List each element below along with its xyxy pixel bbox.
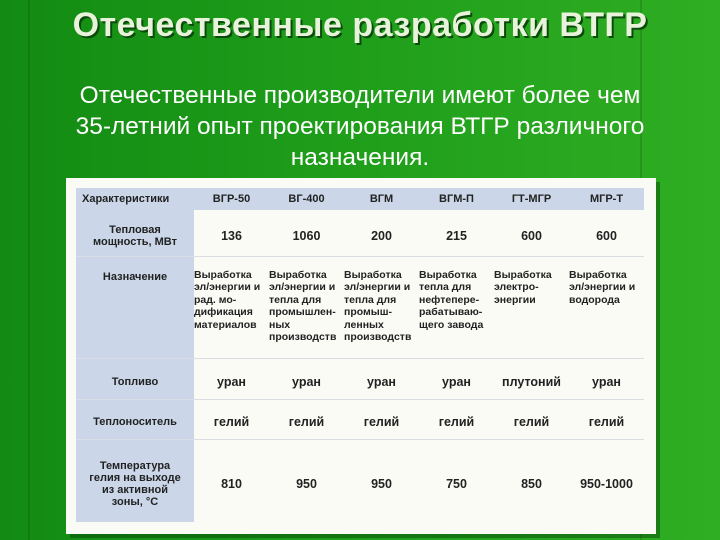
subtitle-line-3: назначения. xyxy=(290,144,430,171)
table-cell: 850 xyxy=(521,477,542,491)
column-header: ВГМ-П xyxy=(419,188,494,210)
table-row-purpose xyxy=(76,263,644,359)
table-cell: уран xyxy=(344,365,419,399)
table-cell: Выработка эл/энергии и рад. мо- дификация материалов xyxy=(194,263,269,359)
row-header-coolant: Теплоноситель xyxy=(76,406,194,440)
table-cell: уран xyxy=(419,365,494,399)
table-cell: 200 xyxy=(344,216,419,256)
table-cell: гелий xyxy=(344,406,419,440)
table-corner-header: Характеристики xyxy=(76,188,194,210)
table-cell: 750 xyxy=(446,477,467,491)
table-cell: Выработка электро- энергии xyxy=(494,263,569,359)
table-row-coolant xyxy=(76,406,644,440)
slide-subtitle xyxy=(6,80,714,173)
table-cell: Выработка эл/энергии и тепла для промышлен- ных производств xyxy=(269,263,344,359)
table-cell: плутоний xyxy=(494,365,569,399)
reactor-comparison-panel xyxy=(66,178,656,534)
column-header: ВГМ xyxy=(344,188,419,210)
row-header-thermal-power: Тепловая мощность, МВт xyxy=(76,216,194,256)
table-row-outlet-temperature xyxy=(76,446,644,522)
subtitle-line-1: Отечественные производители имеют более чем xyxy=(79,82,641,109)
table-cell: гелий xyxy=(494,406,569,440)
row-header-purpose: Назначение xyxy=(76,263,194,359)
table-cell: Выработка эл/энергии и тепла для промыш- ленных производств xyxy=(344,263,419,359)
table-cell: 950 xyxy=(371,477,392,491)
table-cell: 600 xyxy=(494,216,569,256)
table-cell: 136 xyxy=(194,216,269,256)
table-cell: 1060 xyxy=(269,216,344,256)
table-cell: уран xyxy=(194,365,269,399)
table-cell: гелий xyxy=(194,406,269,440)
row-header-fuel: Топливо xyxy=(76,365,194,399)
column-header: ВГР-50 xyxy=(194,188,269,210)
table-cell: 215 xyxy=(419,216,494,256)
subtitle-line-2: 35-летний опыт проектирования ВТГР различного xyxy=(75,113,645,140)
table-cell: Выработка эл/энергии и водорода xyxy=(569,263,644,359)
row-header-outlet-temperature: Температура гелия на выходе из активной зоны, °С xyxy=(76,446,194,522)
column-header: ГТ-МГР xyxy=(494,188,569,210)
reactor-comparison-table xyxy=(76,188,644,522)
table-row-fuel xyxy=(76,365,644,399)
column-header: МГР-Т xyxy=(569,188,644,210)
column-header: ВГ-400 xyxy=(269,188,344,210)
table-row-thermal-power xyxy=(76,216,644,256)
table-cell: 950 xyxy=(296,477,317,491)
table-cell: гелий xyxy=(269,406,344,440)
table-header-row xyxy=(76,188,644,210)
table-cell: 810 xyxy=(221,477,242,491)
slide-title: Отечественные разработки ВТГР xyxy=(72,6,648,44)
table-cell: гелий xyxy=(419,406,494,440)
table-cell: 600 xyxy=(569,216,644,256)
table-cell: уран xyxy=(269,365,344,399)
table-cell: 950-1000 xyxy=(580,477,633,491)
table-cell: гелий xyxy=(569,406,644,440)
table-cell: Выработка тепла для нефтепере- рабатываю- щего завода xyxy=(419,263,494,359)
table-cell: уран xyxy=(569,365,644,399)
